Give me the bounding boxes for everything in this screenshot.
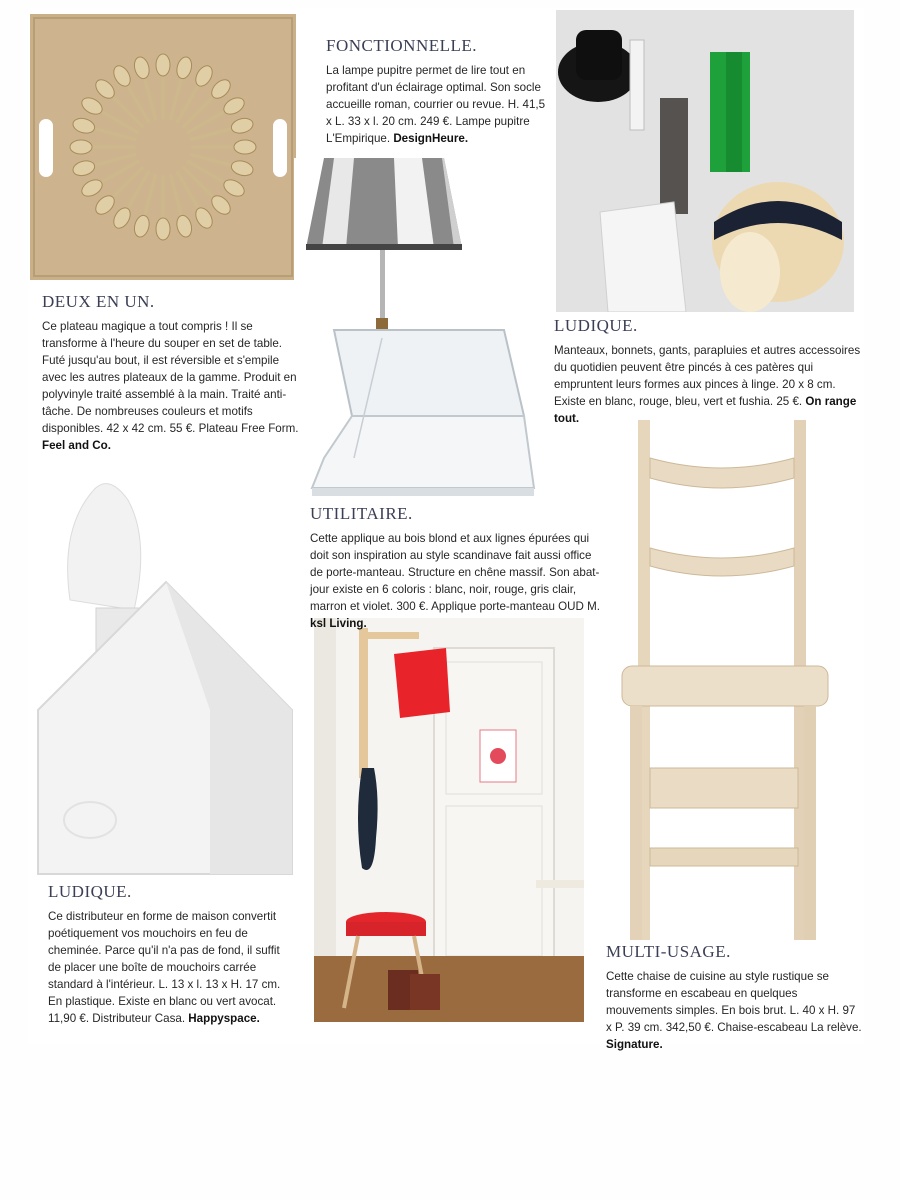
article-brand: DesignHeure. [393,132,469,145]
magazine-page [28,8,864,1051]
article-body [310,530,600,632]
article-brand: Feel and Co. [42,439,111,452]
house-tissue-box-illustration [30,470,294,878]
article-text: Manteaux, bonnets, gants, parapluies et autres accessoires du quotidien peuvent être pincés à ces patères qui empruntent leurs formes aux pinces à linge. 20 x 8 cm. Existe en blanc, rouge, bleu, vert et fushia. 25 €. [554,344,861,408]
article-text: Cette applique au bois blond et aux lignes épurées qui doit son inspiration au style scandinave fait aussi office de porte-manteau. Structure en chêne massif. Son abat-jour existe en 6 coloris : blanc, noir, rouge, gris clair, marron et violet. 300 €. Applique porte-manteau OUD M. [310,532,600,613]
article-title: LUDIQUE. [48,882,132,901]
wall-lamp-coat-rack-illustration [314,618,584,1022]
article-text: La lampe pupitre permet de lire tout en profitant d'un éclairage optimal. Son socle accueille roman, courrier ou revue. H. 41,5 x L. 33 x l. 20 cm. 249 €. Lampe pupitre L'Empirique. [326,64,546,145]
article-multi-usage [606,942,864,1053]
article-body [48,908,288,1027]
article-ludique-mouchoirs [48,882,288,1027]
article-body [554,342,864,427]
article-brand: Happyspace. [188,1012,260,1025]
article-text: Ce distributeur en forme de maison convertit poétiquement vos mouchoirs en feu de cheminée. Parce qu'il n'a pas de fond, il suffit de placer une boîte de mouchoirs carrée standard à l'intérieur. L. 13 x l. 13 x H. 17 cm. En plastique. Existe en blanc ou vert avocat. 11,90 €. Distributeur Casa. [48,910,281,1025]
article-body [42,318,302,454]
article-deux-en-un [42,292,302,454]
desk-lamp-illustration [294,158,544,498]
article-title: LUDIQUE. [554,316,638,335]
article-utilitaire [310,504,600,632]
article-title: UTILITAIRE. [310,504,413,523]
tray-spoons-photo [30,14,296,280]
tray-spoons-illustration [30,14,296,280]
article-brand: On range tout. [554,395,857,425]
article-text: Ce plateau magique a tout compris ! Il se transforme à l'heure du souper en set de table. Futé jusqu'au bout, il est réversible et s'empile avec les autres plateaux de la gamme. Produit en polyvinyle traité assemblé à la main. Traité anti-tâche. De nombreuses couleurs et motifs disponibles. 42 x 42 cm. 55 €. Plateau Free Form. [42,320,299,435]
desk-lamp-photo [294,158,544,498]
article-title: MULTI-USAGE. [606,942,731,961]
article-brand: Signature. [606,1038,663,1051]
clothespin-hooks-illustration [556,10,854,312]
article-title: FONCTIONNELLE. [326,36,478,55]
article-title: DEUX EN UN. [42,292,155,311]
article-text: Cette chaise de cuisine au style rustique se transforme en escabeau en quelques mouvements simples. En bois brut. L. 40 x H. 97 x P. 39 cm. 342,50 €. Chaise-escabeau La relève. [606,970,862,1034]
house-tissue-box-photo [30,470,294,878]
ladder-chair-illustration [614,418,836,944]
article-fonctionnelle [326,36,546,147]
ladder-chair-photo [614,418,836,944]
clothespin-hooks-photo [556,10,854,312]
article-body [606,968,864,1053]
article-brand: ksl Living. [310,617,367,630]
article-ludique-pateres [554,316,864,427]
wall-lamp-coat-rack-photo [314,618,584,1022]
article-body [326,62,546,147]
